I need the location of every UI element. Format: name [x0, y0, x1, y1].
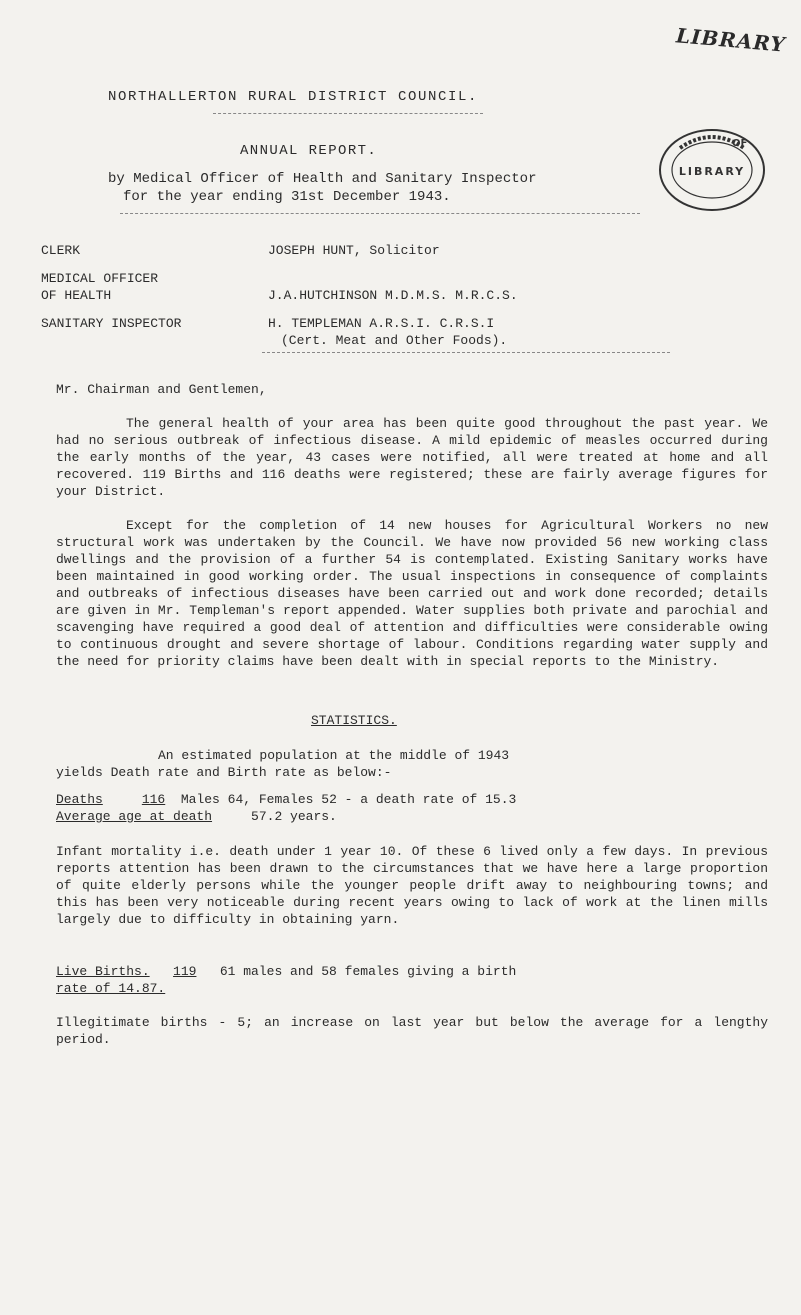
stats-intro-line-1: An estimated population at the middle of 1943 [158, 748, 510, 763]
average-age-row [56, 808, 337, 825]
stats-intro-line-2: yields Death rate and Birth rate as below:- [56, 765, 392, 780]
live-births-detail: 61 males and 58 females giving a birth [219, 964, 517, 979]
subtitle-line-1: by Medical Officer of Health and Sanitary Inspector [108, 171, 537, 187]
live-births-value: 119 [173, 964, 197, 979]
statistics-heading: STATISTICS. [311, 713, 397, 728]
paragraph-illegitimate: Illegitimate births - 5; an increase on last year but below the average for a lengthy period. [56, 1015, 768, 1047]
officials-rule [262, 352, 670, 353]
library-stamp [650, 124, 768, 216]
council-heading: NORTHALLERTON RURAL DISTRICT COUNCIL. [108, 89, 479, 105]
official-name-inspector: H. TEMPLEMAN A.R.S.I. C.R.S.I [268, 316, 495, 331]
paragraph-works: Except for the completion of 14 new houses for Agricultural Workers no new structural work was undertaken by the Council. We have now provided 56 new working class dwellings and the provision of a further 54 is contemplated. Existing Sanitary works have been maintained in good working order. The usual inspections in consequence of complaints and outbreaks of infectious diseases have been carried out and work done recorded; details are given in Mr. Templeman's report appended. Water supplies both private and parochial and scavenging have required a good deal of attention and difficulties were considerable owing to continuous drought and severe shortage of labour. Conditions regarding water supply and the need for priority claims have been dealt with in special reports to the Ministry. [56, 518, 768, 669]
handwritten-library-note: LIBRARY [675, 23, 787, 57]
average-age-label: Average age at death [56, 809, 213, 824]
official-extra-inspector: (Cert. Meat and Other Foods). [281, 333, 508, 348]
deaths-detail: Males 64, Females 52 - a death rate of 15.3 [180, 792, 517, 807]
live-births-label: Live Births. [56, 964, 150, 979]
paragraph-general-health: The general health of your area has been quite good throughout the past year. We had no serious outbreak of infectious disease. A mild epidemic of measles occurred during the early months of the year, 43 cases were notified, all were treated at home and all recovered. 119 Births and 116 deaths were registered; these are fairly average figures for your District. [56, 416, 768, 499]
official-role-inspector: SANITARY INSPECTOR [41, 316, 182, 331]
salutation: Mr. Chairman and Gentlemen, [56, 382, 267, 397]
subtitle-line-2: for the year ending 31st December 1943. [123, 189, 451, 205]
deaths-label: Deaths [56, 792, 103, 807]
average-age-value: 57.2 years. [251, 809, 337, 824]
official-role-moh: MEDICAL OFFICER OF HEALTH [41, 271, 159, 303]
official-name-moh: J.A.HUTCHINSON M.D.M.S. M.R.C.S. [268, 288, 518, 303]
paragraph-infant-mortality: Infant mortality i.e. death under 1 year 10. Of these 6 lived only a few days. In previous reports attention has been drawn to the circumstances that we have here a large proportion of quite elderly persons while the younger people drift away to neighbouring towns; and this has been very noticeable during recent years owing to lack of work at the linen mills largely due to difficulty in obtaining yarn. [56, 844, 768, 927]
stamp-top-text: OF [732, 138, 748, 149]
official-role-clerk: CLERK [41, 243, 81, 258]
live-births-row [56, 963, 516, 980]
report-title: ANNUAL REPORT. [240, 143, 378, 159]
deaths-row [56, 791, 516, 808]
stamp-text: LIBRARY [678, 165, 746, 178]
subtitle-rule [120, 213, 640, 214]
deaths-value: 116 [141, 792, 166, 807]
heading-rule [213, 113, 483, 114]
official-name-clerk: JOSEPH HUNT, Solicitor [268, 243, 440, 258]
birth-rate: rate of 14.87. [56, 981, 166, 996]
